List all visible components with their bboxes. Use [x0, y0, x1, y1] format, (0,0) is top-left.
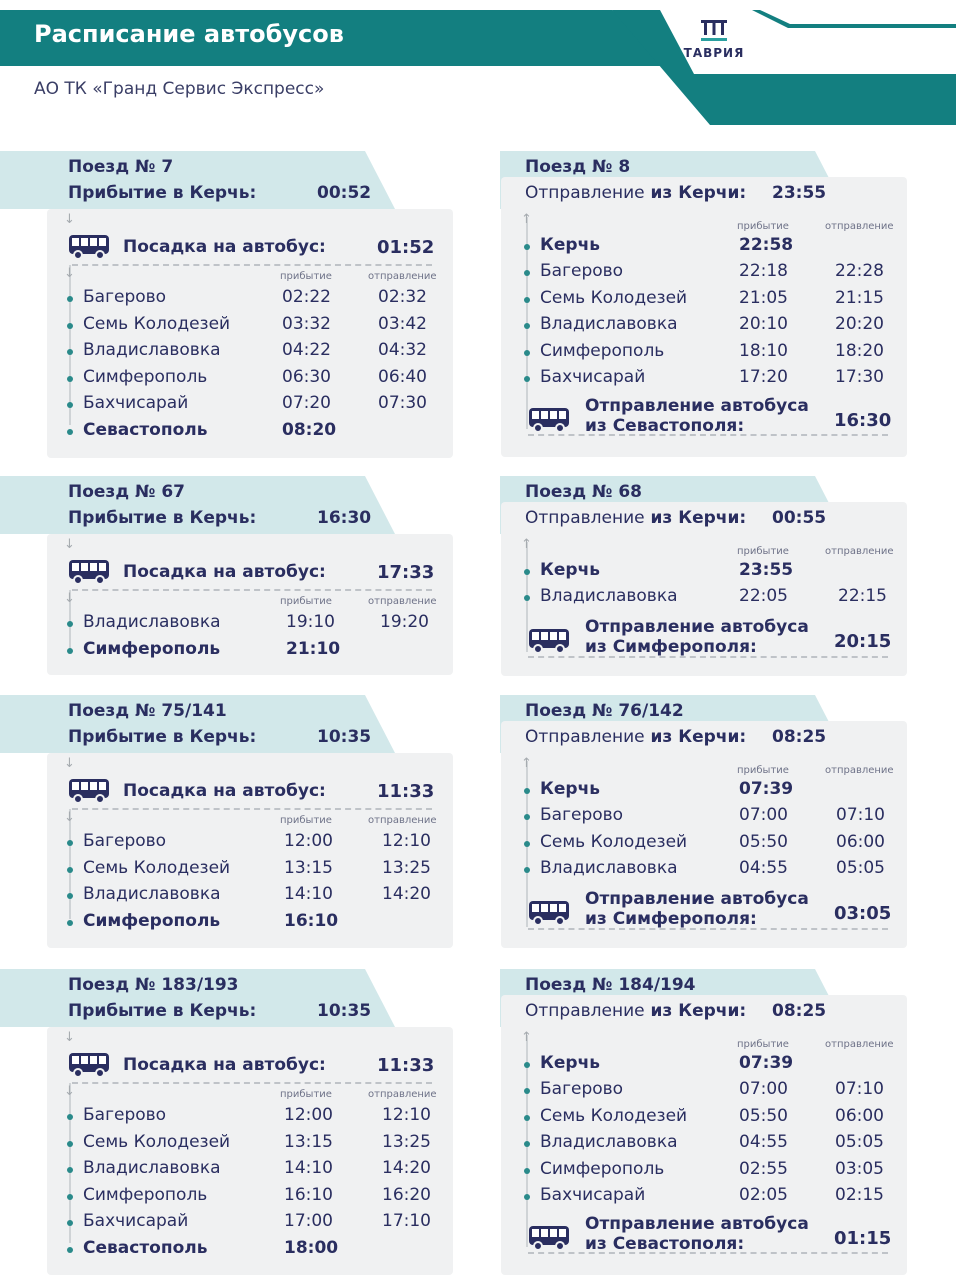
train-block-184: Поезд № 184/194 Отправление из Керчи: 08:25 ↑ прибытие отправление Керчь 07:39 Багерово 07:00 07:10 Семь Колодезей 05:50 06:00 Владиславовка 04:55 05:05 Симферополь 02:55 03:05 Бахчисарай 02:05 02:15 Отправление автобуса из Севастополя: 01:15 [0, 969, 956, 1279]
arrow-down-icon: ↓ [64, 810, 75, 825]
bus-departure-label: Отправление автобуса из Симферополя: [585, 889, 809, 929]
arrow-down-icon: ↓ [64, 1030, 75, 1045]
train-block-67: Поезд № 67 Прибытие в Керчь: 16:30 ↓ Посадка на автобус: 17:33 ↓ прибытие отправление Владиславовка 19:10 19:20 Симферополь 21:10 [0, 476, 478, 676]
train-info: Отправление из Керчи: [525, 727, 747, 747]
arrow-up-icon: ↑ [521, 756, 532, 771]
bus-departure-time: 16:30 [834, 410, 892, 431]
train-info: Отправление из Керчи: [525, 1001, 747, 1021]
bus-departure-label: Отправление автобуса из Севастополя: [585, 1214, 809, 1254]
arrow-up-icon: ↑ [521, 212, 532, 227]
train-time: 08:25 [772, 727, 827, 747]
train-name: Поезд № 68 [525, 482, 642, 502]
bus-departure-time: 20:15 [834, 631, 892, 652]
arrow-down-icon: ↓ [64, 212, 75, 227]
train-name: Поезд № 76/142 [525, 701, 684, 721]
bus-icon [528, 900, 570, 926]
bus-icon [528, 1225, 570, 1251]
train-name: Поезд № 67 [68, 482, 185, 502]
train-block-7: Поезд № 7 Прибытие в Керчь: 00:52 ↓ Посадка на автобус: 01:52 ↓ прибытие отправление Багерово 02:22 02:32 Семь Колодезей 03:32 03:42 Владиславовка 04:22 04:32 Симферополь 06:30 06:40 Бахчисарай 07:20 07:30 Севастополь 08:20 [0, 151, 478, 461]
train-time: 00:55 [772, 508, 827, 528]
logo-icon [701, 20, 727, 42]
train-block-8: Поезд № 8 Отправление из Керчи: 23:55 ↑ прибытие отправление Керчь 22:58 Багерово 22:18 22:28 Семь Колодезей 21:05 21:15 Владиславовка 20:10 20:20 Симферополь 18:10 18:20 Бахчисарай 17:20 17:30 Отправление автобуса из Севастополя: 16:30 [0, 151, 956, 461]
bus-departure-label: Отправление автобуса из Севастополя: [585, 396, 809, 436]
train-name: Поезд № 75/141 [68, 701, 227, 721]
arrow-down-icon: ↓ [64, 537, 75, 552]
boarding-label: Посадка на автобус: [123, 1055, 326, 1075]
train-name: Поезд № 184/194 [525, 975, 696, 995]
boarding-label: Посадка на автобус: [123, 237, 326, 257]
train-name: Поезд № 8 [525, 157, 631, 177]
train-info: Отправление из Керчи: [525, 508, 747, 528]
train-info: Прибытие в Керчь: [68, 508, 257, 528]
arrow-down-icon: ↓ [64, 756, 75, 771]
boarding-time: 01:52 [377, 237, 435, 258]
train-time: 10:35 [317, 727, 372, 747]
taurida-logo [680, 20, 748, 60]
arrow-down-icon: ↓ [64, 266, 75, 281]
bus-departure-label: Отправление автобуса из Симферополя: [585, 617, 809, 657]
train-info: Отправление из Керчи: [525, 183, 747, 203]
arrow-down-icon: ↓ [64, 591, 75, 606]
logo-text: ТАВРИЯ [683, 46, 745, 60]
train-time: 10:35 [317, 1001, 372, 1021]
boarding-time: 17:33 [377, 562, 435, 583]
arrow-down-icon: ↓ [64, 1084, 75, 1099]
bus-departure-time: 01:15 [834, 1228, 892, 1249]
train-block-183: Поезд № 183/193 Прибытие в Керчь: 10:35 ↓ Посадка на автобус: 11:33 ↓ прибытие отправление Багерово 12:00 12:10 Семь Колодезей 13:15 13:25 Владиславовка 14:10 14:20 Симферополь 16:10 16:20 Бахчисарай 17:00 17:10 Севастополь 18:00 [0, 969, 478, 1279]
train-block-75: Поезд № 75/141 Прибытие в Керчь: 10:35 ↓ Посадка на автобус: 11:33 ↓ прибытие отправление Багерово 12:00 12:10 Семь Колодезей 13:15 13:25 Владиславовка 14:10 14:20 Симферополь 16:10 [0, 695, 478, 953]
train-block-68: Поезд № 68 Отправление из Керчи: 00:55 ↑ прибытие отправление Керчь 23:55 Владиславовка 22:05 22:15 Отправление автобуса из Симферополя: 20:15 [0, 476, 956, 676]
bus-icon [528, 628, 570, 654]
arrow-up-icon: ↑ [521, 537, 532, 552]
boarding-label: Посадка на автобус: [123, 562, 326, 582]
train-time: 08:25 [772, 1001, 827, 1021]
train-time: 00:52 [317, 183, 372, 203]
train-block-76: Поезд № 76/142 Отправление из Керчи: 08:25 ↑ прибытие отправление Керчь 07:39 Багерово 07:00 07:10 Семь Колодезей 05:50 06:00 Владиславовка 04:55 05:05 Отправление автобуса из Симферополя: 03:05 [0, 695, 956, 953]
boarding-time: 11:33 [377, 781, 435, 802]
train-name: Поезд № 183/193 [68, 975, 239, 995]
boarding-time: 11:33 [377, 1055, 435, 1076]
bus-departure-time: 03:05 [834, 903, 892, 924]
bus-icon [528, 407, 570, 433]
train-info: Прибытие в Керчь: [68, 1001, 257, 1021]
boarding-label: Посадка на автобус: [123, 781, 326, 801]
train-time: 23:55 [772, 183, 827, 203]
train-time: 16:30 [317, 508, 372, 528]
train-info: Прибытие в Керчь: [68, 727, 257, 747]
page-subtitle: АО ТК «Гранд Сервис Экспресс» [34, 79, 325, 99]
arrow-up-icon: ↑ [521, 1030, 532, 1045]
page-title: Расписание автобусов [34, 20, 344, 48]
train-name: Поезд № 7 [68, 157, 174, 177]
train-info: Прибытие в Керчь: [68, 183, 257, 203]
